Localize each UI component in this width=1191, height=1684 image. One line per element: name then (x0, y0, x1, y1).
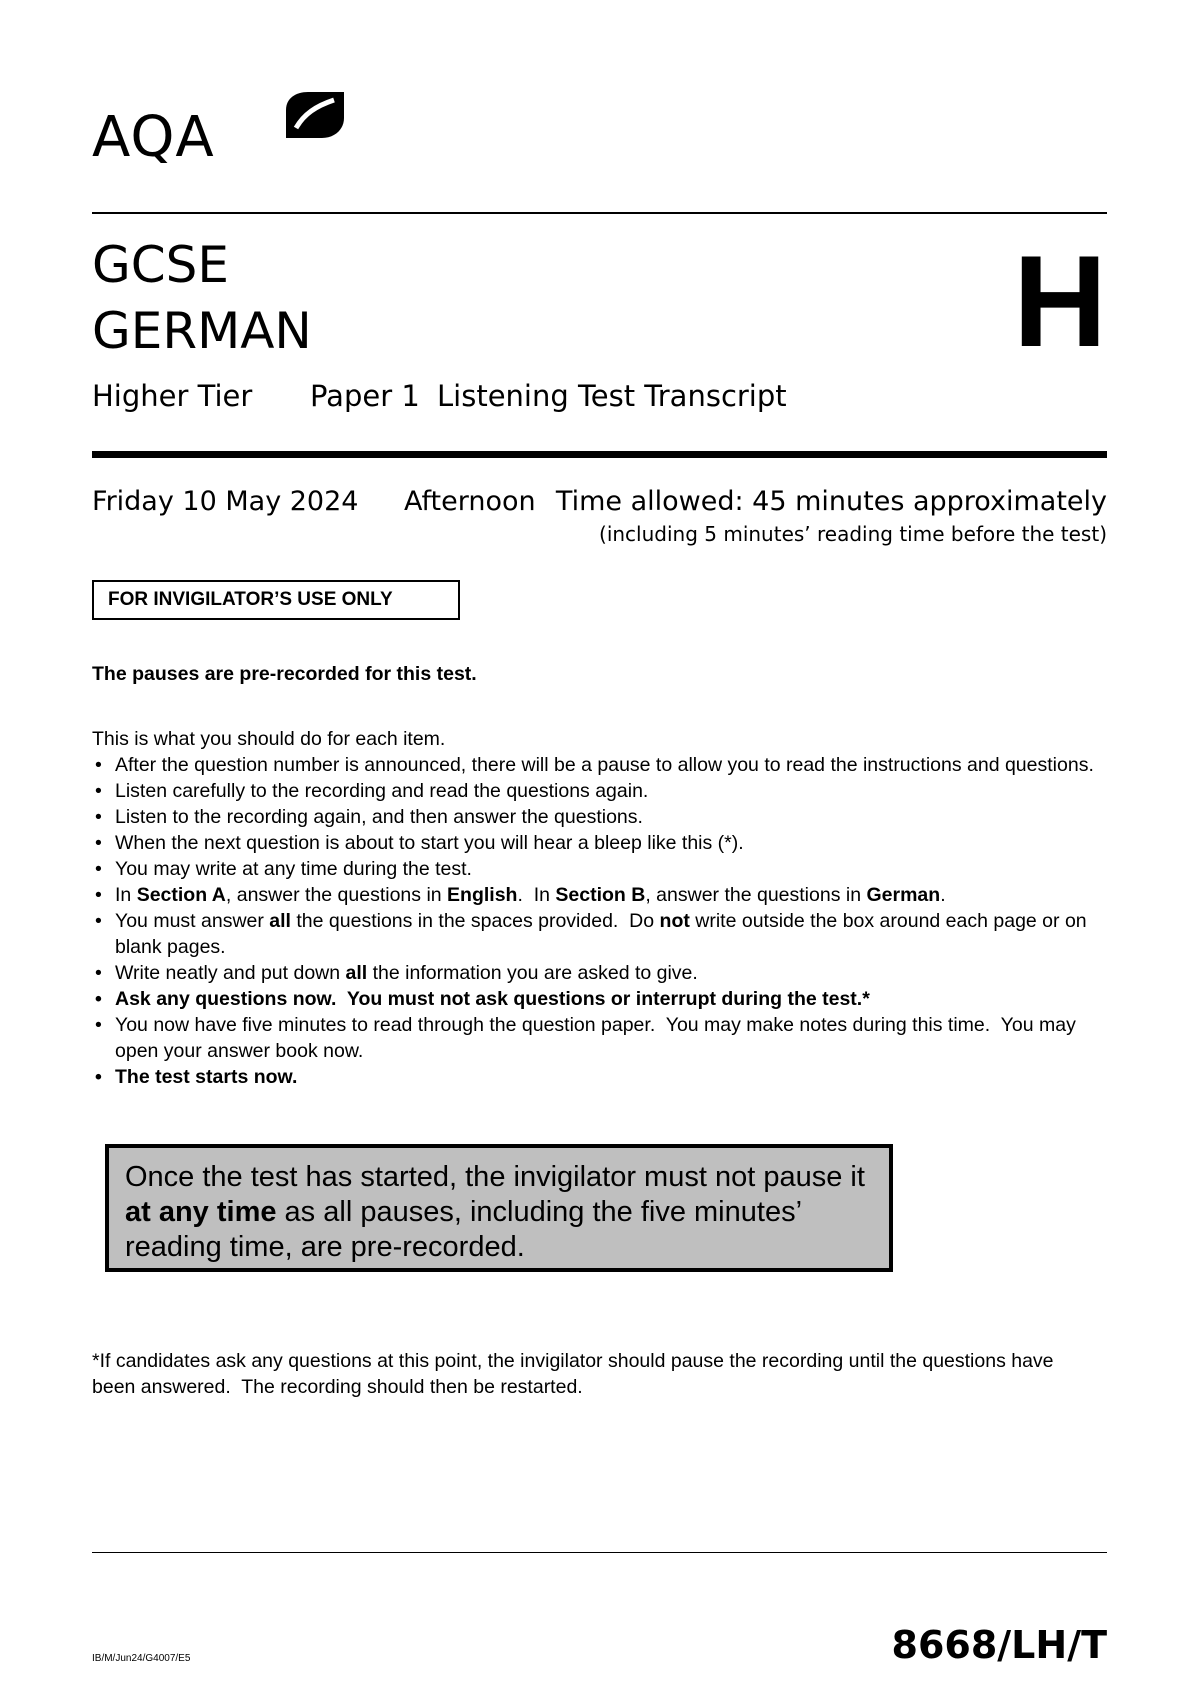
instructions-lead: This is what you should do for each item. (92, 728, 446, 750)
invigilator-label: FOR INVIGILATOR’S USE ONLY (92, 580, 460, 620)
tier-letter: H (1013, 228, 1107, 374)
list-item: • Write neatly and put down all the information you are asked to give. (95, 962, 698, 984)
list-item: • The test starts now. (95, 1066, 298, 1088)
title-rule (92, 451, 1107, 458)
list-item: • You may write at any time during the test. (95, 858, 472, 880)
instructions-list (92, 752, 1102, 1090)
footnote: *If candidates ask any questions at this point, the invigilator should pause the recording until the questions have been answered. The recording should then be restarted. (92, 1350, 1059, 1398)
pauses-notice: The pauses are pre-recorded for this test. (92, 663, 477, 685)
invigilator-notice: Once the test has started, the invigilator must not pause it at any time as all pauses, including the five minutes’ reading time, are pre-recorded. (105, 1144, 893, 1272)
list-item: • Listen carefully to the recording and read the questions again. (95, 780, 649, 802)
logo-text: AQA (92, 105, 215, 170)
aqa-logo (92, 88, 362, 184)
list-item: • When the next question is about to start you will hear a bleep like this (*). (95, 832, 744, 854)
list-item: • In Section A, answer the questions in English. In Section B, answer the questions in German. (95, 884, 946, 906)
subject-title: GERMAN (92, 302, 312, 360)
time-allowed: Time allowed: 45 minutes approximately (555, 486, 1107, 517)
paper-code: 8668/LH/T (891, 1623, 1107, 1667)
list-item: • You must answer all the questions in the spaces provided. Do not write outside the box around each page or on blank pages. (95, 910, 1087, 958)
qualification-title: GCSE (92, 236, 229, 294)
list-item: • Ask any questions now. You must not ask questions or interrupt during the test.* (95, 988, 870, 1010)
list-item: • You now have five minutes to read through the question paper. You may make notes during this time. You may open your answer book now. (95, 1014, 1082, 1062)
tier-label: Higher Tier (92, 379, 253, 413)
paper-title: Listening Test Transcript (437, 379, 787, 413)
instructions (92, 726, 1102, 1090)
exam-session: Afternoon (404, 486, 536, 517)
list-item: • Listen to the recording again, and then answer the questions. (95, 806, 643, 828)
header-rule (92, 212, 1107, 214)
exam-date: Friday 10 May 2024 (92, 486, 359, 517)
reference-code: IB/M/Jun24/G4007/E5 (92, 1653, 191, 1664)
paper-label: Paper 1 (310, 379, 420, 413)
footer-rule (92, 1552, 1107, 1553)
list-item: • After the question number is announced, there will be a pause to allow you to read the instructions and questions. (95, 754, 1094, 776)
leaf-icon (282, 88, 348, 142)
time-note: (including 5 minutes’ reading time before the test) (599, 522, 1107, 546)
